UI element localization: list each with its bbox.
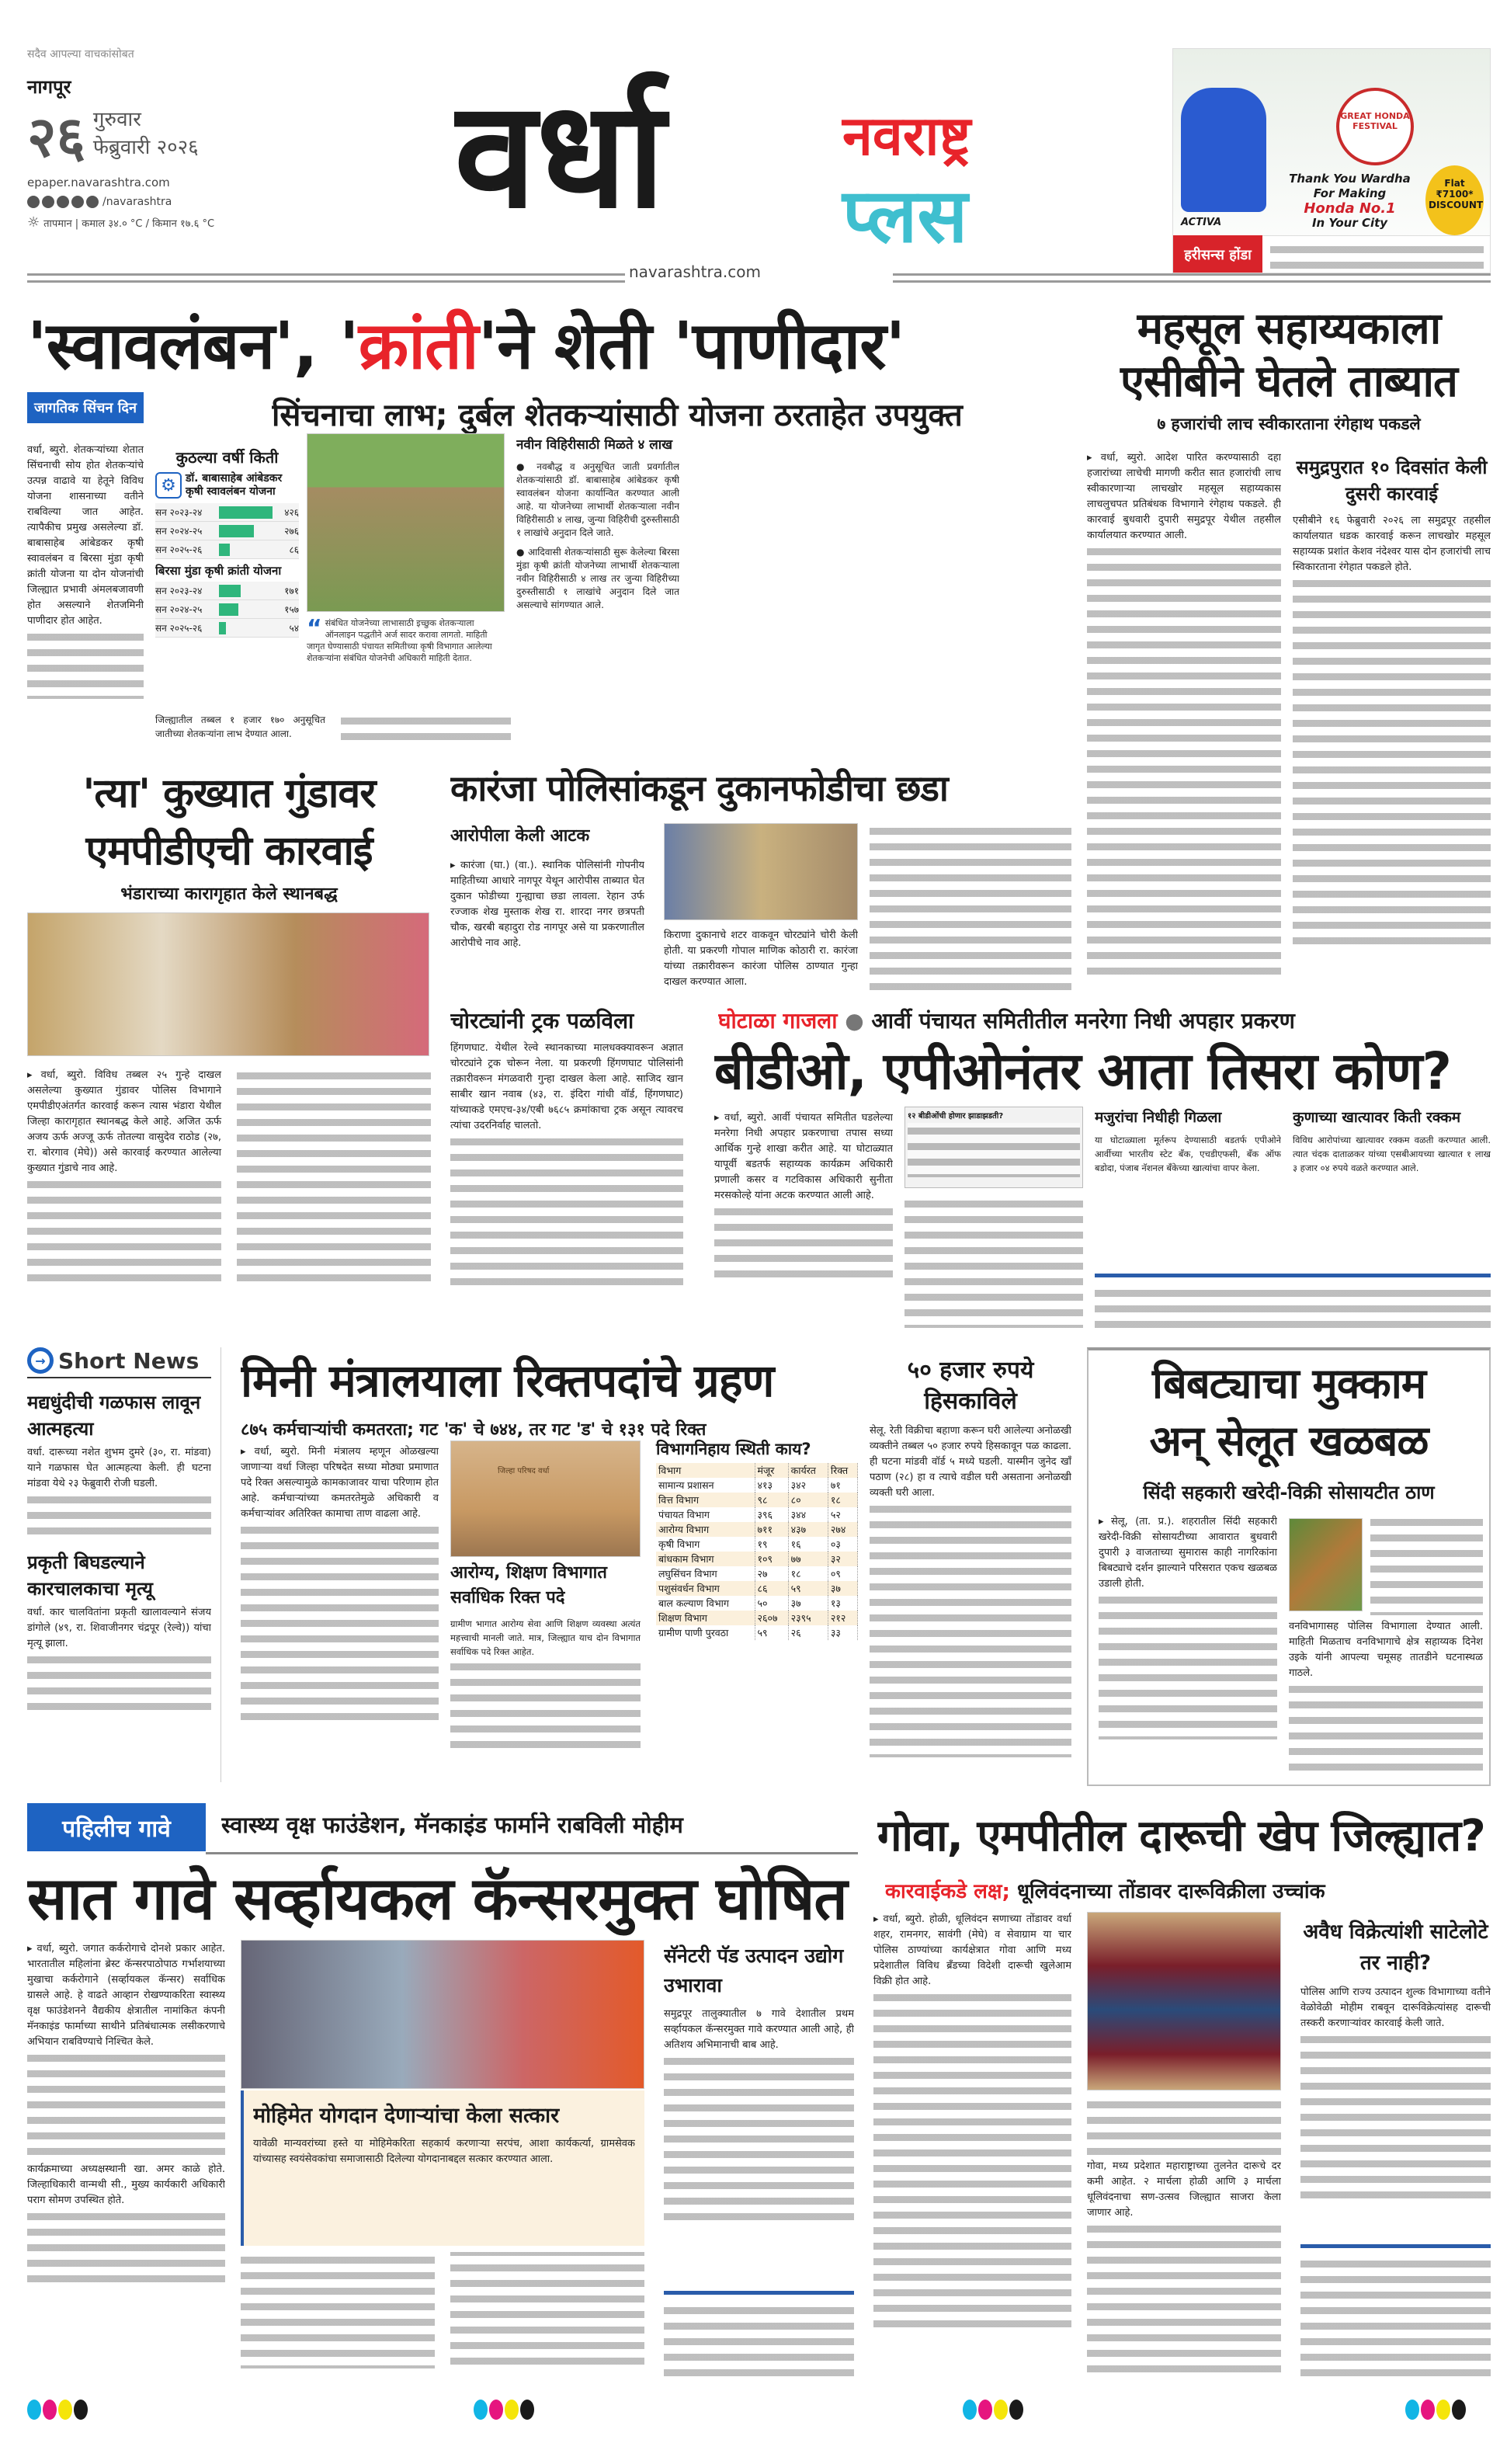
data-label: २७६ (284, 526, 299, 537)
masthead-info (27, 47, 338, 231)
registration-marks (963, 2400, 1025, 2423)
data-label: १५७ (284, 604, 299, 615)
table-cell: १०९ (755, 1552, 788, 1566)
zp-building-photo (450, 1441, 641, 1557)
section-tag: जागतिक सिंचन दिन (27, 392, 144, 423)
table-cell: लघुसिंचन विभाग (656, 1566, 755, 1581)
vaccination-event-photo (241, 1940, 644, 2089)
table-row (656, 1537, 858, 1552)
table-cell: ८० (788, 1493, 828, 1507)
cancer-kicker: स्वास्थ्य वृक्ष फाउंडेशन, मॅनकाइंड फार्माने राबविली मोहीम (221, 1812, 683, 1838)
table-row (656, 1552, 858, 1566)
gear-logo-icon: ⚙ (155, 472, 182, 499)
table-cell: ५९ (788, 1581, 828, 1596)
table-cell: ७११ (755, 1522, 788, 1537)
divider (27, 273, 625, 283)
table-cell: पंचायत विभाग (656, 1507, 755, 1522)
short-news-label: Short News (58, 1347, 200, 1374)
table-row (656, 1507, 858, 1522)
chart1-title: डॉ. बाबासाहेब आंबेडकर कृषी स्वावलंबन योजना (186, 472, 283, 498)
article-body (905, 1196, 1083, 1328)
chart-row (155, 540, 299, 559)
department-table (656, 1438, 858, 1640)
table-row (656, 1596, 858, 1611)
side-column (516, 435, 679, 707)
bar (219, 544, 230, 556)
article-body: सेलू. रेती विक्रीचा बहाणा करून घरी आलेल्या अनोळखी व्यक्तीने तब्बल ५० हजार रुपये हिसकावून पळ काढला. ही घटना मांडवी वॉर्ड ५ मध्ये घडली. यास्मीन जुनेद खाँ पठाण (२८) हा व त्याचे वडील घरी असताना अनोळखी व्यक्ती घरी आला. (870, 1423, 1071, 1757)
felicitation-box (241, 2090, 644, 2246)
quote-icon: “ (307, 617, 322, 642)
table-row (656, 1625, 858, 1640)
table-cell: कृषी विभाग (656, 1537, 755, 1552)
month-year: फेब्रुवारी २०२६ (92, 136, 199, 159)
cancer-headline: सात गावे सर्व्हायकल कॅन्सरमुक्त घोषित (27, 1864, 847, 1933)
mnrega-sub2-block (1293, 1107, 1491, 1270)
liquor-bottles-photo (1087, 1912, 1281, 2090)
table-cell: ३४२ (788, 1478, 828, 1493)
ad-line: In Your City (1311, 216, 1388, 230)
table-cell: ४१३ (755, 1478, 788, 1493)
article-body (1370, 1514, 1483, 1615)
linkedin-icon[interactable] (86, 196, 99, 208)
divider (1095, 1274, 1491, 1277)
epaper-link[interactable]: epaper.navarashtra.com (27, 176, 170, 189)
weather-icon: ☼ (27, 214, 40, 231)
table-cell: १८ (828, 1493, 857, 1507)
chart-row (155, 619, 299, 638)
category-label: सन २०२३-२४ (155, 586, 203, 596)
article-body: ▸ सेलू, (ता. प्र.). शहरातील सिंदी सहकारी खरेदी-विक्री सोसायटीच्या आवारात बुधवारी दुपारी ३ वाजताच्या सुमारास काही नागरिकांना बिबट्याचे दर्शन झाल्याने परिसरात एकच खळबळ उडाली होती. (1099, 1514, 1277, 1778)
table-cell: ३२ (828, 1552, 857, 1566)
liquor-side-heading: अवैध विक्रेत्यांशी साटेलोटे तर नाही? (1303, 1920, 1488, 1975)
bar (219, 525, 254, 537)
box-text: यावेळी मान्यवरांच्या हस्ते या मोहिमेकरिता सहकार्य करणाऱ्या सरपंच, आशा कार्यकर्त्या, ग्रामसेवक यांच्यासह स्वयंसेवकांचा समाजासाठी दिलेल्या योगदानाबद्दल सत्कार करण्यात आला. (253, 2138, 635, 2165)
table-cell: ३४४ (788, 1507, 828, 1522)
bar (219, 506, 273, 519)
building-sign: जिल्हा परिषद वर्धा (498, 1467, 550, 1475)
scheme-chart (155, 447, 299, 703)
article-body: ▸ वर्धा, ब्युरो. होळी, धूलिवंदन सणाच्या तोंडावर वर्धा शहर, रामनगर, सावंगी (मेघे) व सेवाग्राम या चार पोलिस ठाण्यांच्या कार्यक्षेत्रात गोवा आणि मध्य प्रदेशातील विविध ब्रँडच्या विदेशी दारूची खुलेआम विक्री होत आहे. (873, 1912, 1071, 2378)
ad-line: For Making (1313, 186, 1387, 200)
category-label: सन २०२५-२६ (155, 623, 203, 634)
table-cell: २१२ (828, 1611, 857, 1625)
short-news-heading: मद्यधुंदीची गळफास लावून आत्महत्या (27, 1392, 201, 1440)
tagline: सदैव आपल्या वाचकांसोबत (27, 48, 134, 61)
bullet-dot-icon: ● (845, 1008, 864, 1034)
facebook-icon[interactable] (27, 196, 40, 208)
table-cell: १९ (755, 1537, 788, 1552)
table-cell: ०९ (828, 1566, 857, 1581)
registration-marks (27, 2400, 89, 2423)
mnrega-headline: बीडीओ, एपीओनंतर आता तिसरा कोण? (714, 1041, 1451, 1101)
table-cell: ३७ (828, 1581, 857, 1596)
table-cell: १६ (788, 1537, 828, 1552)
acb-side-heading: समुद्रपुरात १० दिवसांत केली दुसरी कारवाई (1296, 457, 1488, 505)
mpda-headline: 'त्या' कुख्यात गुंडावर एमपीडीएची कारवाई (82, 770, 376, 874)
website-link[interactable]: navarashtra.com (629, 262, 761, 281)
short-news-column (27, 1347, 221, 1782)
quote-block: “ संबंधित योजनेच्या लाभासाठी इच्छुक शेतकऱ्याला ऑनलाइन पद्धतीने अर्ज सादर करावा लागतो. माहिती जागृत घेण्यासाठी पंचायत समितीच्या कृषी विभागात आलेल्या शेतकऱ्यांना संबंधित योजनेची अधिकारी माहिती देतात. (307, 617, 492, 663)
mnrega-sub1: मजुरांचा निधीही गिळला (1095, 1109, 1222, 1126)
table-cell: २६०७ (755, 1611, 788, 1625)
table-cell: १३ (828, 1596, 857, 1611)
liquor-kicker: कारवाईकडे लक्ष; धूलिवंदनाच्या तोंडावर दारूविक्रीला उच्चांक (885, 1880, 1325, 1903)
liquor-headline: गोवा, एमपीतील दारूची खेप जिल्ह्यात? (877, 1811, 1485, 1861)
article-body: ग्रामीण भागात आरोग्य सेवा आणि शिक्षण व्यवस्था अत्यंत महत्त्वाची मानली जाते. मात्र, जिल्ह्यात याच दोन विभागात सर्वाधिक पदे रिक्त आहेत. (450, 1617, 641, 1752)
table-cell: वित्त विभाग (656, 1493, 755, 1507)
data-label: ८६ (289, 544, 299, 555)
youtube-icon[interactable] (71, 196, 84, 208)
table-cell: शिक्षण विभाग (656, 1611, 755, 1625)
truck-headline: चोरट्यांनी ट्रक पळविला (450, 1008, 634, 1034)
discount-badge: Flat ₹7100* DISCOUNT (1425, 165, 1484, 235)
short-news-heading: प्रकृती बिघडल्याने कारचालकाचा मृत्यू (27, 1552, 153, 1600)
table-cell: बाल कल्याण विभाग (656, 1596, 755, 1611)
article-body (1095, 1285, 1491, 1332)
table-cell: सामान्य प्रशासन (656, 1478, 755, 1493)
table-cell: विभाग (656, 1463, 755, 1478)
model-name: ACTIVA (1181, 217, 1222, 228)
logo-navarashtra: नवराष्ट्र (842, 104, 971, 168)
article-body: वर्धा, ब्युरो. शेतकऱ्यांच्या शेतात सिंचनाची सोय होत शेतकऱ्यांचे उत्पन्न वाढावे या हेतूने विविध योजना शासनाच्या वतीने राबविल्या जात आहेत. त्यापैकीच प्रमुख असलेल्या डॉ. बाबासाहेब आंबेडकर कृषी स्वावलंबन व बिरसा मुंडा कृषी क्रांती योजना या दोन योजनांची जिल्ह्यात प्रभावी अंमलबजावणी होत असल्याने शेतजमिनी पाणीदार होत आहेत. (27, 443, 144, 699)
category-label: सन २०२४-२५ (155, 526, 203, 537)
chart2-title: बिरसा मुंडा कृषी क्रांती योजना (155, 564, 282, 578)
table-cell: ५९ (755, 1625, 788, 1640)
article-body: हिंगणघाट. येथील रेल्वे स्थानकाच्या मालधक्क्यावरून अज्ञात चोरट्यांने ट्रक चोरून नेला. या प्रकरणी हिंगणघाट पोलिसांनी तक्रारीवरून मंगळवारी गुन्हा दाखल केला आहे. साजिद खान साबीर खान नवाब (४३, रा. इंदिरा गांधी वॉर्ड, हिंगणघाट) यांच्याकडे एमएच-३४/एबी ७६८५ क्रमांकाचा ट्रक असून त्यावरच त्यांचा उदरनिर्वाह चालतो. (450, 1041, 683, 1324)
scooter-image (1181, 88, 1266, 212)
zp-side-story (450, 1561, 641, 1782)
article-body: ▸ वर्धा, ब्युरो. जगात कर्करोगाचे दोनशे प्रकार आहेत. भारतातील महिलांना ब्रेस्ट कॅन्सरपाठोपाठ गर्भाशयाच्या मुखाचा कर्करोगाने (सर्व्हायकल कॅन्सर) सर्वाधिक ग्रासले आहे. हे वाढते आव्हान रोखण्याकरिता स्वास्थ्य वृक्ष फाउंडेशनने वैद्यकीय क्षेत्रातील नामांकित कंपनी मॅनकाइंड फार्माच्या साथीने प्रतिबंधात्मक लसीकरणाचे अभियान राबविण्याचे निश्चित केले. कार्यक्रमाच्या अध्यक्षस्थानी खा. अमर काळे होते. जिल्हाधिकारी वान्मथी सी., मुख्य कार्यकारी अधिकारी पराग सोमण उपस्थित होते. (27, 1941, 225, 2376)
chart-row (155, 503, 299, 522)
table-row (656, 1493, 858, 1507)
cancer-side-heading: सॅनेटरी पॅड उत्पादन उद्योग उभारावा (664, 1944, 844, 1997)
short-news-text: वर्धा. दारूच्या नशेत शुभम दुमरे (३०, रा. मांडवा) याने गळफास घेत आत्महत्या केली. ही घटना मांडवा येथे २३ फेब्रुवारी रोजी घडली. (27, 1447, 211, 1489)
karanja-subheadline: आरोपीला केली आटक (450, 826, 590, 846)
table-cell: ३३ (828, 1625, 857, 1640)
article-body (870, 823, 1071, 998)
article-body (241, 2252, 644, 2376)
acb-side-story (1293, 454, 1491, 994)
farmer-plough-photo (307, 433, 505, 612)
article-body: ▸ कारंजा (घा.) (वा.). स्थानिक पोलिसांनी गोपनीय माहितीच्या आधारे नागपूर येथून आरोपीस ताब्यात घेत दुकान फोडीच्या गुन्ह्याचा छडा लावला. रेहान उर्फ रज्जाक शेख मुस्ताक शेख रा. शारदा नगर छत्रपती चौक, खरबी बहादुरा रोड नागपूर असे या प्रकरणातील आरोपीचे नाव आहे. (450, 860, 644, 949)
article-body: ▸ वर्धा, ब्युरो. विविध तब्बल २५ गुन्हे दाखल असलेल्या कुख्यात गुंडावर पोलिस विभागाने एमपीडीएअंतर्गत कारवाई करून त्यास भंडारा येथील जिल्हा कारागृहात स्थानबद्ध केले आहे. अजित ऊर्फ अजय ऊर्फ अज्जू ऊर्फ तोतल्या वासुदेव राठोड (२७, रा. बोरगाव (मेघे)) असे कारवाई करण्यात आलेल्या कुख्यात गुंडाचे नाव आहे. (27, 1068, 431, 1324)
side-heading: नवीन विहिरीसाठी मिळते ४ लाख (516, 437, 673, 453)
data-label: ४२६ (284, 507, 299, 518)
article-body: ▸ वर्धा, ब्युरो. आदेश पारित करण्यासाठी दहा हजारांच्या लाचेची मागणी करीत सात हजारांची लाच स्वीकारणाऱ्या लाचखोर महसूल सहाय्यकास लाचलुचपत प्रतिबंधक विभागाने रंगेहाथ पकडले. ही कारवाई बुधवारी दुपारी समुद्रपूर येथील तहसील कार्यालयात करण्यात आली. (1087, 450, 1281, 994)
divider (206, 1852, 858, 1854)
table-cell: पशुसंवर्धन विभाग (656, 1581, 755, 1596)
honda-advertisement[interactable] (1172, 48, 1491, 273)
table-cell: २६ (788, 1625, 828, 1640)
article-body: पोलिस आणि राज्य उत्पादन शुल्क विभागाच्या वतीने वेळोवेळी मोहीम राबवून दारूविक्रेत्यांसह दारूची तस्करी करणाऱ्यांवर कारवाई केली जाते. (1300, 1985, 1491, 2202)
leopard-subheadline: सिंदी सहकारी खरेदी-विक्री सोसायटीत ठाण (1143, 1482, 1435, 1503)
table-cell: ७१ (828, 1478, 857, 1493)
edition-city: नागपूर (27, 76, 71, 98)
logo-plus: प्लस (842, 172, 968, 259)
table-cell: ०३ (828, 1537, 857, 1552)
instagram-icon[interactable] (42, 196, 54, 208)
mnrega-kicker: घोटाळा गाजला ● आर्वी पंचायत समितीतील मनरेगा निधी अपहार प्रकरण (718, 1008, 1295, 1034)
divider (1300, 2244, 1491, 2248)
table-header-row (656, 1463, 858, 1478)
bar (219, 603, 238, 616)
snatch-story (870, 1355, 1071, 1782)
arrow-circle-icon: → (27, 1347, 54, 1374)
table-cell: बांधकाम विभाग (656, 1552, 755, 1566)
ad-line: Thank You Wardha (1289, 172, 1411, 186)
festival-badge: GREAT HONDA FESTIVAL (1336, 88, 1414, 165)
section-tag: पहिलीच गावे (27, 1803, 206, 1851)
table-title: विभागनिहाय स्थिती काय? (656, 1440, 811, 1458)
logo-wardha: वर्धा (454, 69, 665, 241)
table-cell: २३९५ (788, 1611, 828, 1625)
table-cell: ८६ (755, 1581, 788, 1596)
article-body: ▸ वर्धा, ब्युरो. मिनी मंत्रालय म्हणून ओळखल्या जाणाऱ्या वर्धा जिल्हा परिषदेत सध्या मोठ्या प्रमाणात पदे रिक्त असल्यामुळे कामकाजावर याचा परिणाम होत आहे. कर्मचाऱ्यांच्या कमतरतेमुळे अधिकारी व कर्मचाऱ्यांवर अतिरिक्त कामाचा ताण वाढला आहे. (241, 1444, 439, 1782)
weather-readout: तापमान | कमाल ३४.० °C / किमान १७.६ °C (43, 217, 215, 230)
chart-row (155, 582, 299, 600)
subheadline: सिंचनाचा लाभ; दुर्बल शेतकऱ्यांसाठी योजना ठरताहेत उपयुक्त (272, 398, 963, 433)
article-body: या घोटाळ्याला मूर्तरूप देण्यासाठी बडतर्फ एपीओने आर्वीच्या भारतीय स्टेट बँक, एचडीएफसी, बँक ऑफ बडोदा, पंजाब नॅशनल बँकेच्या खात्यांचा वापर केला. (1095, 1135, 1281, 1173)
table-row (656, 1566, 858, 1581)
mpda-subheadline: भंडाराच्या कारागृहात केले स्थानबद्ध (120, 884, 338, 904)
weekday: गुरुवार (92, 108, 141, 131)
thumb-caption: १२ बीडीओंची होणार झाडाझडती? (908, 1112, 1004, 1121)
table-cell: ९८ (755, 1493, 788, 1507)
lead-headline: 'स्वावलंबन', 'क्रांती'ने शेती 'पाणीदार' (27, 308, 905, 384)
snatch-headline: ५० हजार रुपये हिसकाविले (907, 1357, 1034, 1415)
data-label: १७१ (284, 586, 299, 596)
article-body: वनविभागासह पोलिस विभागाला देण्यात आली. माहिती मिळताच वनविभागाचे क्षेत्र सहाय्यक दिनेश उइके यांनी आपल्या चमूसह तातडीने घटनास्थळ गाठले. (1289, 1619, 1483, 1778)
table-cell: आरोग्य विभाग (656, 1522, 755, 1537)
article-body: ▸ वर्धा, ब्युरो. आर्वी पंचायत समितीत घडलेल्या मनरेगा निधी अपहार प्रकरणाचा तपास सध्या आर्थिक गुन्हे शाखा करीत आहे. या घोटाळ्यात यापूर्वी बडतर्फ सहाय्यक कार्यक्रम अधिकारी प्रणाली कसर व गटविकास अधिकारी सुनीता मरसकोल्हे यांना अटक करण्यात आली आहे. (714, 1110, 893, 1328)
social-row (27, 196, 338, 208)
registration-marks (474, 2400, 536, 2423)
table-row (656, 1478, 858, 1493)
table-row (656, 1522, 858, 1537)
leopard-headline: बिबट्याचा मुक्काम अन् सेलूत खळबळ (1149, 1359, 1429, 1465)
cancer-side-story (664, 1941, 854, 2283)
divider (664, 2291, 854, 2295)
chart-row (155, 600, 299, 619)
table-cell: कार्यरत (788, 1463, 828, 1478)
newspaper-clip-thumbnail (905, 1107, 1083, 1188)
table-cell: मंजूर (755, 1463, 788, 1478)
divider (893, 273, 1491, 283)
article-body (664, 2302, 854, 2376)
chart-row (155, 522, 299, 540)
data-label: ५४ (289, 623, 299, 634)
box-heading: मोहिमेत योगदान देणाऱ्यांचा केला सत्कार (253, 2104, 560, 2128)
dealer-name: हरीसन्स होंडा (1173, 235, 1262, 273)
zp-subheadline: ८७५ कर्मचाऱ्यांची कमतरता; गट 'क' चे ७४४, तर गट 'ड' चे १३१ पदे रिक्त (241, 1420, 707, 1440)
category-label: सन २०२४-२५ (155, 604, 203, 615)
bullet-item: ● आदिवासी शेतकऱ्यांसाठी सुरू केलेल्या बिरसा मुंडा कृषी क्रांती योजनेच्या लाभार्थी शेतकऱ्याला नवीन विहिरीसाठी ४ लाख तर जुन्या विहिरीच्या दुरुस्तीसाठी १ लाखांचे अनुदान दिले जात असल्याचे सांगण्यात आले. (516, 547, 679, 610)
article-body: एसीबीने १६ फेब्रुवारी २०२६ ला समुद्रपूर तहसील कार्यालयात धडक कारवाई करून लाचखोर महसूल सहाय्यक प्रशांत केशव नंदेश्वर यास दोन हजारांची लाच स्विकारताना रंगेहात पकडले होते. (1293, 513, 1491, 948)
police-group-photo (27, 912, 429, 1056)
karanja-headline: कारंजा पोलिसांकडून दुकानफोडीचा छडा (450, 767, 948, 809)
table-cell: १८ (788, 1566, 828, 1581)
social-handle: /navarashtra (102, 196, 172, 208)
leopard-photo (1289, 1518, 1363, 1611)
table-cell: ३९६ (755, 1507, 788, 1522)
article-body: समुद्रपूर तालुक्यातील ७ गावे देशातील प्रथम सर्व्हायकल कॅन्सरमुक्त गावे करण्यात आली आहे, ही अतिशय अभिमानाची बाब आहे. (664, 2007, 854, 2224)
zp-side-heading: आरोग्य, शिक्षण विभागात सर्वाधिक रिक्त पदे (450, 1563, 607, 1607)
police-accused-photo (664, 823, 858, 920)
table-cell: २७ (755, 1566, 788, 1581)
table-cell: ५२ (828, 1507, 857, 1522)
chart-title: कुठल्या वर्षी किती (175, 448, 279, 467)
table-cell: रिक्त (828, 1463, 857, 1478)
acb-headline: महसूल सहाय्यकाला एसीबीने घेतले ताब्यात (1120, 304, 1457, 407)
x-icon[interactable] (57, 196, 69, 208)
mnrega-sub1-block (1095, 1107, 1281, 1270)
article-body: किराणा दुकानाचे शटर वाकवून चोरट्यांने चोरी केली होती. या प्रकरणी गोपाल माणिक कोठारी रा. कारंजा यांच्या तक्रारीवरून कारंजा पोलिस ठाण्यात गुन्हा दाखल करण्यात आला. (664, 930, 858, 988)
bullet-item: ● नवबौद्ध व अनुसूचित जाती प्रवर्गातील शेतकऱ्यांसाठी डॉ. बाबासाहेब आंबेडकर कृषी स्वावलंबन योजना कार्यान्वित करण्यात आली आहे. या योजनेच्या लाभार्थी शेतकऱ्याला नवीन विहिरीसाठी ४ लाख, जुन्या विहिरीची दुरुस्तीसाठी १ लाखांचे अनुदान दिले जाते. (516, 461, 679, 538)
short-news-text: वर्धा. कार चालवितांना प्रकृती खालावल्याने संजय डांगोले (४९, रा. शिवाजीनगर चंद्रपूर (रेल्वे)) यांचा मृत्यू झाला. (27, 1607, 211, 1649)
table-cell: ५० (755, 1596, 788, 1611)
liquor-side-story (1300, 1917, 1491, 2239)
bar (219, 622, 226, 634)
registration-marks (1405, 2400, 1467, 2423)
table-row (656, 1581, 858, 1596)
acb-subheadline: ७ हजारांची लाच स्वीकारताना रंगेहाथ पकडले (1157, 415, 1421, 433)
table-row (656, 1611, 858, 1625)
table-cell: ४३७ (788, 1522, 828, 1537)
table-cell: ३७ (788, 1596, 828, 1611)
date-number: २६ (27, 104, 85, 169)
table-cell: ७७ (788, 1552, 828, 1566)
text-lines (1270, 242, 1484, 269)
article-body: जिल्ह्यातील तब्बल १ हजार १७० अनुसूचित जातीच्या शेतकऱ्यांना लाभ देण्यात आला. (155, 713, 1068, 755)
article-body (1300, 2256, 1491, 2376)
article-body: गोवा, मध्य प्रदेशात महाराष्ट्राच्या तुलनेत दारूचे दर कमी आहेत. २ मार्चला होळी आणि ३ मार्चला धूलिवंदनाचा सण-उत्सव जिल्ह्यात साजरा केला जाणार आहे. (1087, 2097, 1281, 2376)
zp-headline: मिनी मंत्रालयाला रिक्तपदांचे ग्रहण (241, 1354, 774, 1407)
bar (219, 585, 241, 597)
mnrega-sub2: कुणाच्या खात्यावर किती रक्कम (1293, 1109, 1461, 1126)
category-label: सन २०२३-२४ (155, 507, 203, 518)
table-cell: २७४ (828, 1522, 857, 1537)
article-body: विविध आरोपांच्या खात्यावर रक्कम वळती करण्यात आली. त्यात चंदक दाताळकर यांच्या एसबीआयच्या खात्यात १ लाख ३ हजार ०४ रुपये वळते करण्यात आले. (1293, 1135, 1491, 1173)
table-cell: ग्रामीण पाणी पुरवठा (656, 1625, 755, 1640)
ad-line: Honda No.1 (1304, 200, 1396, 217)
category-label: सन २०२५-२६ (155, 544, 203, 555)
